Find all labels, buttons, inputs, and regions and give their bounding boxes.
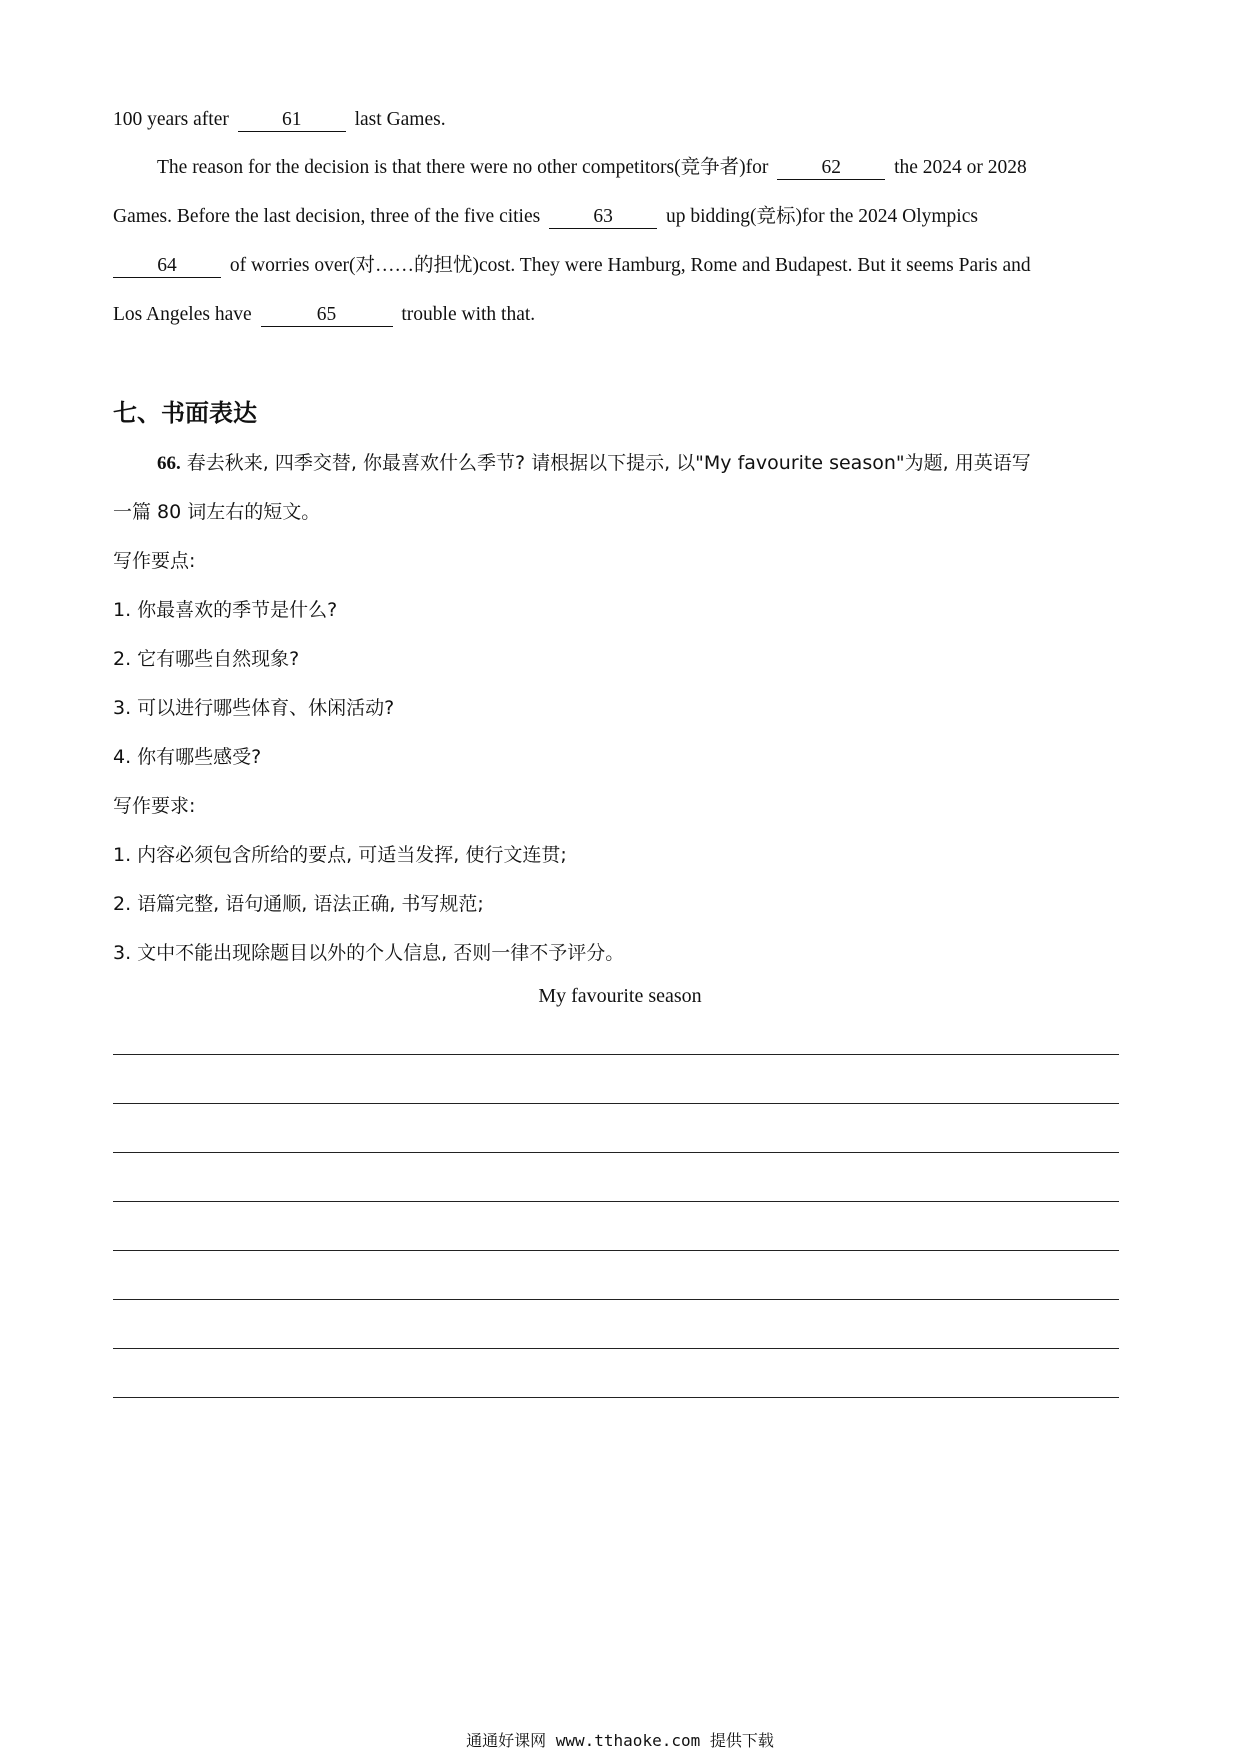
passage-line-3 — [113, 205, 978, 229]
passage-line-1 — [113, 108, 446, 132]
text: last Games. — [354, 109, 446, 130]
point-item: 3. 可以进行哪些体育、休闲活动? — [113, 697, 395, 719]
blank-61: 61 — [238, 109, 346, 132]
text: up bidding(竞标)for the 2024 Olympics — [665, 206, 978, 227]
requirement-item: 2. 语篇完整, 语句通顺, 语法正确, 书写规范; — [113, 893, 484, 915]
passage-line-4 — [113, 254, 1031, 278]
passage-line-2 — [157, 156, 1027, 180]
blank-65: 65 — [261, 304, 393, 327]
requirements-heading: 写作要求: — [113, 795, 196, 817]
section-title: 七、书面表达 — [113, 399, 257, 427]
writing-line[interactable] — [113, 1299, 1119, 1300]
writing-line[interactable] — [113, 1103, 1119, 1104]
points-heading: 写作要点: — [113, 550, 196, 572]
point-item: 1. 你最喜欢的季节是什么? — [113, 599, 338, 621]
point-item: 2. 它有哪些自然现象? — [113, 648, 300, 670]
text: 100 years after — [113, 109, 229, 130]
writing-line[interactable] — [113, 1250, 1119, 1251]
blank-63: 63 — [549, 206, 657, 229]
blank-62: 62 — [777, 157, 885, 180]
writing-line[interactable] — [113, 1054, 1119, 1055]
writing-line[interactable] — [113, 1201, 1119, 1202]
writing-line[interactable] — [113, 1397, 1119, 1398]
requirement-item: 1. 内容必须包含所给的要点, 可适当发挥, 使行文连贯; — [113, 844, 567, 866]
text: The reason for the decision is that there were no other competitors(竞争者)for — [157, 157, 769, 178]
prompt-line-1 — [157, 451, 1031, 476]
footer-credit: 通通好课网 www.tthaoke.com 提供下载 — [466, 1731, 774, 1750]
essay-title: My favourite season — [538, 985, 702, 1007]
text: the 2024 or 2028 — [894, 157, 1027, 178]
prompt-text: 春去秋来, 四季交替, 你最喜欢什么季节? 请根据以下提示, 以"My favourite season"为题, 用英语写 — [186, 452, 1031, 474]
writing-line[interactable] — [113, 1152, 1119, 1153]
text: trouble with that. — [401, 304, 536, 325]
text: Games. Before the last decision, three of the five cities — [113, 206, 541, 227]
prompt-line-2: 一篇 80 词左右的短文。 — [113, 501, 321, 523]
text: of worries over(对……的担忧)cost. They were Hamburg, Rome and Budapest. But it seems Paris and — [229, 255, 1031, 276]
requirement-item: 3. 文中不能出现除题目以外的个人信息, 否则一律不予评分。 — [113, 942, 625, 964]
writing-line[interactable] — [113, 1348, 1119, 1349]
point-item: 4. 你有哪些感受? — [113, 746, 262, 768]
text: Los Angeles have — [113, 304, 252, 325]
question-number: 66. — [157, 453, 181, 474]
blank-64: 64 — [113, 255, 221, 278]
passage-line-5 — [113, 303, 535, 327]
